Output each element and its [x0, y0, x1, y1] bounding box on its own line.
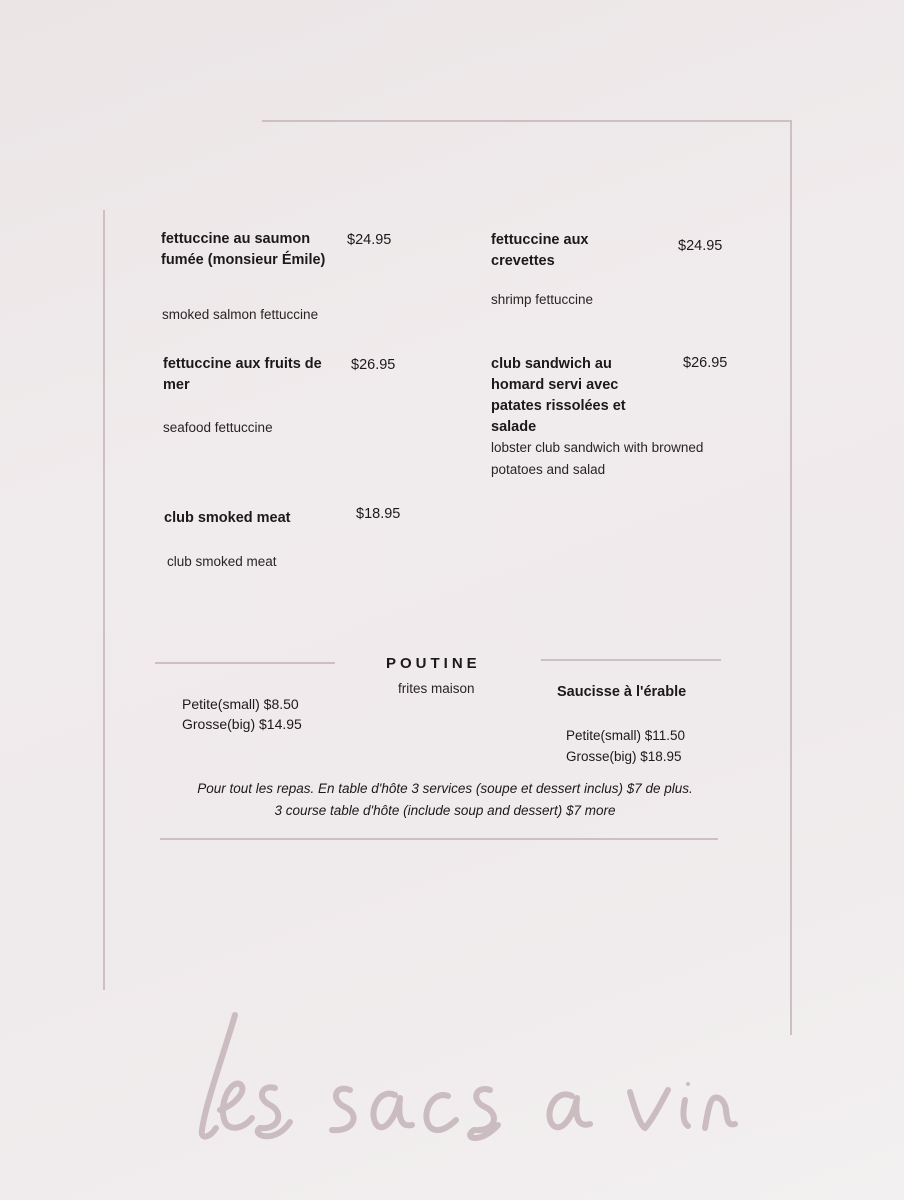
menu-frame-top-border — [262, 120, 792, 122]
item-price-lobster-club: $26.95 — [683, 355, 728, 371]
sausage-title: Saucisse à l'érable — [557, 684, 687, 700]
section-divider-right — [541, 659, 721, 661]
item-name-shrimp-fettuccine: fettuccine aux crevettes — [491, 232, 589, 269]
item-price-salmon-fettuccine: $24.95 — [347, 232, 392, 248]
item-desc-shrimp-fettuccine: shrimp fettuccine — [491, 292, 594, 307]
restaurant-signature-logo — [180, 1010, 740, 1150]
sausage-big-price: Grosse(big) $18.95 — [566, 749, 682, 764]
item-price-seafood-fettuccine: $26.95 — [351, 357, 396, 373]
sausage-sizes — [566, 725, 685, 767]
item-name-salmon-fettuccine: fettuccine au saumon fumée (monsieur Émile) — [161, 231, 326, 268]
item-desc-club-smoked-meat: club smoked meat — [167, 554, 277, 569]
item-price-shrimp-fettuccine: $24.95 — [678, 238, 723, 254]
section-divider-left — [155, 662, 335, 664]
item-name-club-smoked-meat: club smoked meat — [164, 510, 291, 526]
item-desc-salmon-fettuccine: smoked salmon fettuccine — [162, 307, 319, 322]
item-desc-seafood-fettuccine: seafood fettuccine — [163, 420, 273, 435]
poutine-subtitle: frites maison — [398, 681, 475, 696]
table-dhote-note-french: Pour tout les repas. En table d'hôte 3 services (soupe et dessert inclus) $7 de plus. — [197, 781, 693, 796]
item-desc-lobster-club: lobster club sandwich with browned potatoes and salad — [491, 440, 704, 477]
item-name-lobster-club: club sandwich au homard servi avec patates rissolées et salade — [491, 356, 626, 435]
menu-frame-left-border — [103, 210, 105, 990]
menu-frame-right-border — [790, 120, 792, 1035]
poutine-title: POUTINE — [386, 655, 481, 672]
bottom-divider — [160, 838, 718, 840]
item-name-seafood-fettuccine: fettuccine aux fruits de mer — [163, 356, 322, 393]
table-dhote-note-english: 3 course table d'hôte (include soup and dessert) $7 more — [274, 803, 616, 818]
sausage-small-price: Petite(small) $11.50 — [566, 728, 686, 743]
poutine-sizes — [182, 694, 302, 734]
poutine-small-price: Petite(small) $8.50 — [182, 696, 299, 712]
table-dhote-note — [160, 778, 730, 822]
item-price-club-smoked-meat: $18.95 — [356, 506, 401, 522]
poutine-big-price: Grosse(big) $14.95 — [182, 716, 302, 732]
